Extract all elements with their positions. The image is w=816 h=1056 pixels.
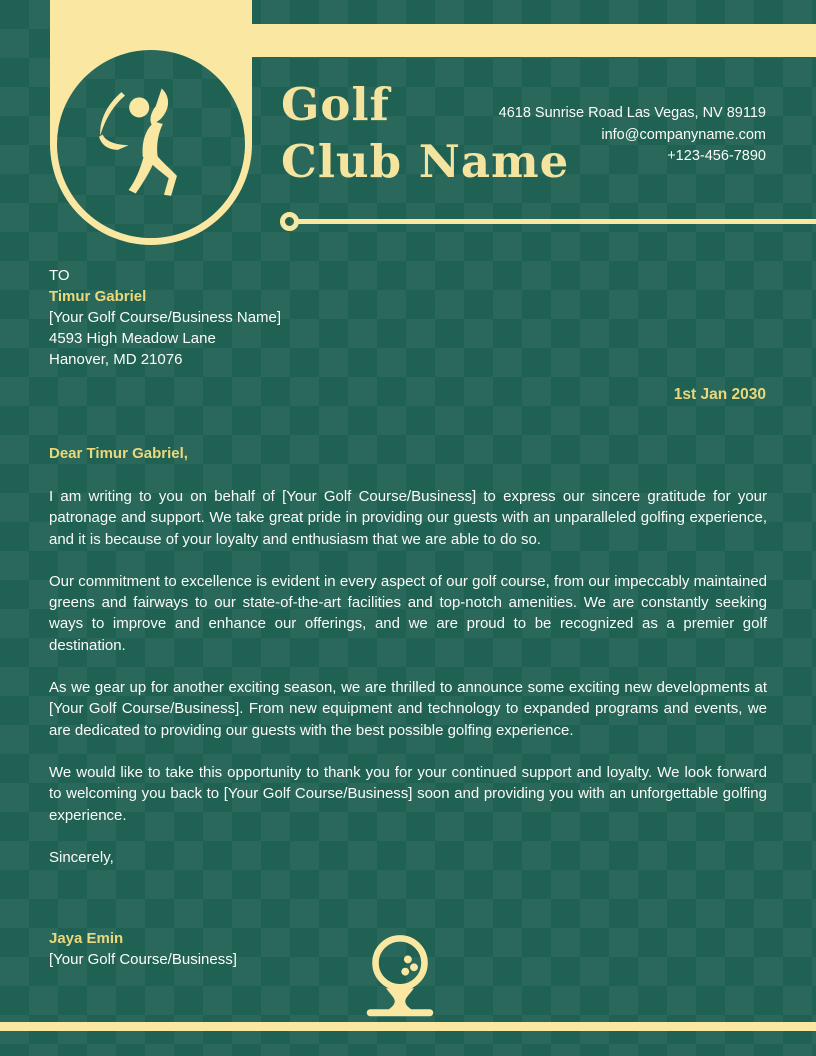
- salutation: Dear Timur Gabriel,: [49, 445, 188, 462]
- header-divider-rule: [296, 219, 816, 224]
- contact-address: 4618 Sunrise Road Las Vegas, NV 89119: [498, 105, 766, 121]
- paragraph-1: I am writing to you on behalf of [Your Golf Course/Business] to express our sincere gratitude for your patronage and support. We take great pride in providing our guests with an unparalleled golfing experience, and it is because of your loyalty and enthusiasm that we are able to do so.: [49, 488, 767, 548]
- recipient-name: Timur Gabriel: [49, 288, 147, 305]
- letter-date: 1st Jan 2030: [673, 386, 766, 403]
- recipient-company: [Your Golf Course/Business Name]: [49, 309, 282, 326]
- logo-badge: [50, 0, 252, 245]
- recipient-label: TO: [49, 267, 70, 284]
- closing: Sincerely,: [49, 848, 114, 866]
- signature-block: [49, 928, 237, 970]
- club-title-line1: Golf: [281, 78, 390, 131]
- signature-name: Jaya Emin: [49, 930, 124, 947]
- club-title-line2: Club Name: [281, 135, 570, 188]
- recipient-street: 4593 High Meadow Lane: [49, 330, 216, 347]
- paragraph-3: As we gear up for another exciting season, we are thrilled to announce some exciting new developments at [Your Golf Course/Business]. From new equipment and technology to expanded programs and events, we are dedicated to providing our guests with the best possible golfing experience.: [49, 679, 767, 739]
- paragraph-4: We would like to take this opportunity to thank you for your continued support and loyalty. We look forward to welcoming you back to [Your Golf Course/Business] soon and providing you with an unforgettable golfing experience.: [49, 763, 767, 824]
- signature-company: [Your Golf Course/Business]: [49, 951, 237, 968]
- letter-body: [49, 486, 767, 889]
- contact-email: info@companyname.com: [601, 126, 766, 143]
- header-top-bar: [252, 24, 816, 57]
- contact-phone: +123-456-7890: [667, 148, 766, 164]
- golf-ball-tee-icon: [356, 934, 444, 1018]
- footer-bottom-bar: [0, 1022, 816, 1031]
- header-contact-block: [499, 103, 766, 168]
- recipient-block: [49, 265, 281, 370]
- logo-circle: [57, 50, 245, 238]
- golfer-icon: [92, 85, 210, 203]
- paragraph-2: Our commitment to excellence is evident in every aspect of our golf course, from our impeccably maintained greens and fairways to our state-of-the-art facilities and top-notch amenities. We are constantly seeking ways to improve and enhance our offerings, and we are proud to be recognized as a premier golf destination.: [49, 572, 767, 654]
- recipient-city: Hanover, MD 21076: [49, 351, 183, 368]
